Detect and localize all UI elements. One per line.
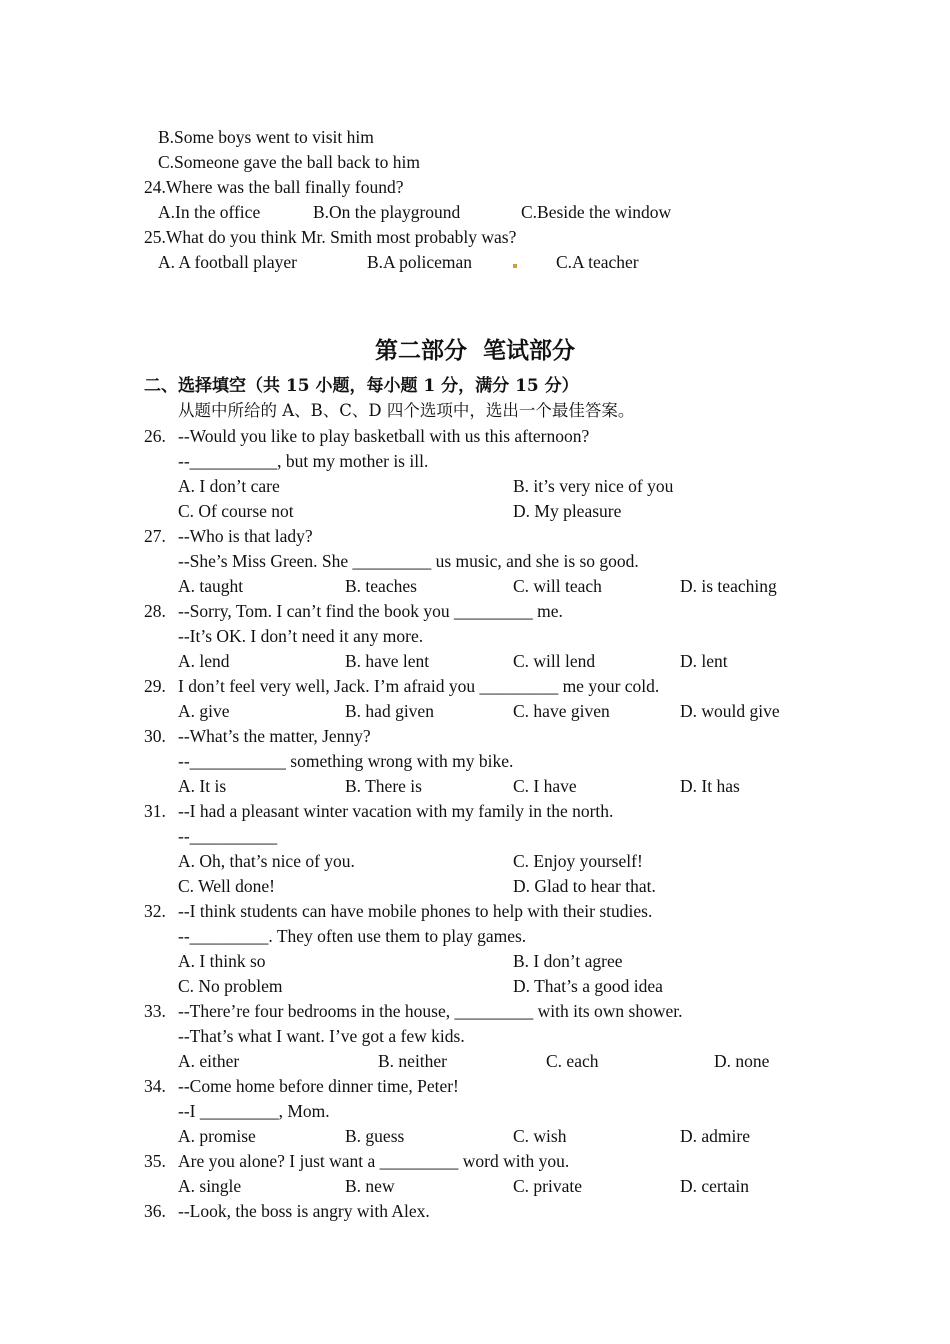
answer-option: B. had given (345, 701, 434, 721)
question-number: 36. (144, 1201, 166, 1221)
answer-option: C. will teach (513, 576, 602, 596)
question-number: 31. (144, 801, 166, 821)
q24-option-b: B.On the playground (313, 202, 461, 222)
answer-option: B. teaches (345, 576, 417, 596)
answer-option: D. none (714, 1051, 770, 1071)
answer-option: A. I think so (178, 951, 266, 971)
question-line: --That’s what I want. I’ve got a few kids. (178, 1026, 465, 1046)
answer-option: B. neither (378, 1051, 448, 1071)
question-line: --_________. They often use them to play games. (178, 926, 527, 946)
answer-option: C. No problem (178, 976, 283, 996)
question-number: 32. (144, 901, 166, 921)
q23-option-c: C.Someone gave the ball back to him (158, 152, 420, 172)
question-line: --Who is that lady? (178, 526, 313, 546)
question-line: --I had a pleasant winter vacation with my family in the north. (178, 801, 614, 821)
answer-option: D. Glad to hear that. (513, 876, 656, 896)
answer-option: C. wish (513, 1126, 567, 1146)
answer-option: A. promise (178, 1126, 256, 1146)
question-number: 26. (144, 426, 166, 446)
question-number: 29. (144, 676, 166, 696)
answer-option: A. Oh, that’s nice of you. (178, 851, 355, 871)
question-line: --She’s Miss Green. She _________ us music, and she is so good. (178, 551, 639, 571)
answer-option: D. It has (680, 776, 740, 796)
answer-option: D. certain (680, 1176, 749, 1196)
q25-option-a: A. A football player (158, 252, 298, 272)
question-line: --__________, but my mother is ill. (178, 451, 429, 471)
answer-option: B. have lent (345, 651, 430, 671)
answer-option: C. Well done! (178, 876, 275, 896)
question-number: 35. (144, 1151, 166, 1171)
answer-option: C. will lend (513, 651, 596, 671)
question-line: Are you alone? I just want a _________ word with you. (178, 1151, 570, 1171)
q25-option-c: C.A teacher (556, 252, 639, 272)
question-line: --I _________, Mom. (178, 1101, 330, 1121)
answer-option: A. single (178, 1176, 242, 1196)
answer-option: B. There is (345, 776, 422, 796)
section-instruction: 从题中所给的 A、B、C、D 四个选项中，选出一个最佳答案。 (178, 401, 635, 420)
answer-option: C. Enjoy yourself! (513, 851, 643, 871)
question-line: --__________ (178, 826, 278, 846)
answer-option: B. I don’t agree (513, 951, 623, 971)
answer-option: D. lent (680, 651, 728, 671)
question-line: --Sorry, Tom. I can’t find the book you _________ me. (178, 601, 563, 621)
part-title: 第二部分 笔试部分 (374, 337, 575, 364)
answer-option: B. it’s very nice of you (513, 476, 674, 496)
question-line: --What’s the matter, Jenny? (178, 726, 371, 746)
q24-stem: 24.Where was the ball finally found? (144, 177, 404, 197)
answer-option: B. new (345, 1176, 395, 1196)
answer-option: D. is teaching (680, 576, 777, 596)
question-number: 27. (144, 526, 166, 546)
answer-option: C. Of course not (178, 501, 294, 521)
answer-option: B. guess (345, 1126, 405, 1146)
section-heading: 二、选择填空（共 15 小题，每小题 1 分，满分 15 分） (144, 376, 579, 396)
question-line: I don’t feel very well, Jack. I’m afraid you _________ me your cold. (178, 676, 660, 696)
answer-option: D. That’s a good idea (513, 976, 663, 996)
question-line: --There’re four bedrooms in the house, _________ with its own shower. (178, 1001, 683, 1021)
decorative-dot (513, 264, 517, 268)
answer-option: A. either (178, 1051, 240, 1071)
answer-option: C. have given (513, 701, 610, 721)
answer-option: A. lend (178, 651, 230, 671)
question-number: 30. (144, 726, 166, 746)
question-number: 28. (144, 601, 166, 621)
question-line: --___________ something wrong with my bike. (178, 751, 514, 771)
answer-option: A. I don’t care (178, 476, 280, 496)
answer-option: C. private (513, 1176, 583, 1196)
answer-option: C. each (546, 1051, 599, 1071)
q24-option-c: C.Beside the window (521, 202, 672, 222)
q24-option-a: A.In the office (158, 202, 261, 222)
answer-option: A. It is (178, 776, 227, 796)
q23-option-b: B.Some boys went to visit him (158, 127, 374, 147)
q25-option-b: B.A policeman (367, 252, 472, 272)
question-number: 34. (144, 1076, 166, 1096)
answer-option: D. admire (680, 1126, 750, 1146)
answer-option: C. I have (513, 776, 577, 796)
answer-option: A. taught (178, 576, 244, 596)
answer-option: D. would give (680, 701, 780, 721)
question-line: --I think students can have mobile phones to help with their studies. (178, 901, 653, 921)
question-line: --Look, the boss is angry with Alex. (178, 1201, 430, 1221)
question-line: --Come home before dinner time, Peter! (178, 1076, 459, 1096)
answer-option: A. give (178, 701, 230, 721)
q25-stem: 25.What do you think Mr. Smith most probably was? (144, 227, 517, 247)
question-line: --It’s OK. I don’t need it any more. (178, 626, 424, 646)
answer-option: D. My pleasure (513, 501, 622, 521)
question-line: --Would you like to play basketball with us this afternoon? (178, 426, 590, 446)
question-number: 33. (144, 1001, 166, 1021)
